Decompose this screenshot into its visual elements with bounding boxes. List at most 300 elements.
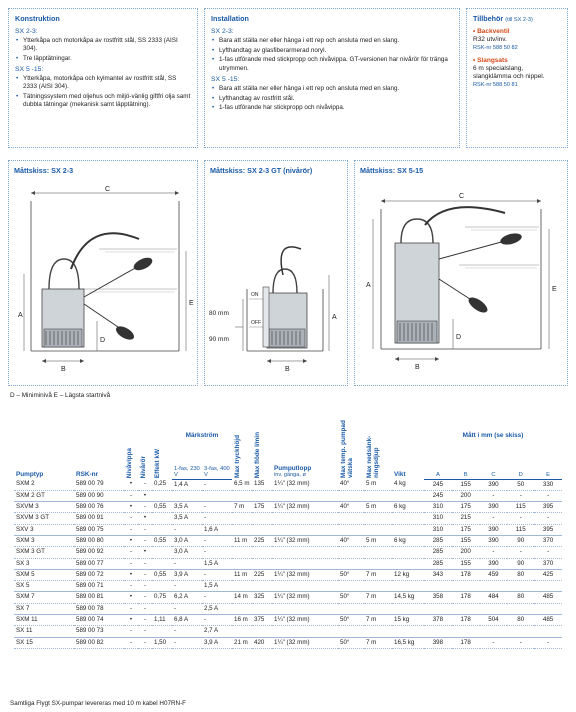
table-row [14, 581, 562, 592]
table-cell: • [138, 490, 152, 501]
dim-label-c: C [459, 193, 465, 200]
table-cell: 3,5 A [172, 513, 202, 524]
table-cell [364, 581, 392, 592]
table-cell [232, 581, 252, 592]
col-fas1: 1-fas, 230 V [172, 440, 202, 480]
table-cell: 7 m [364, 569, 392, 580]
table-cell: 115 [507, 524, 534, 535]
table-cell: 50° [338, 569, 364, 580]
table-cell: 425 [534, 569, 562, 580]
sketch-title: Måttskiss: SX 2-3 GT (nivårör) [210, 166, 313, 175]
table-cell: 2,7 A [202, 626, 232, 637]
table-cell: 178 [452, 592, 480, 603]
table-cell: 40° [338, 502, 364, 513]
level-off-label: OFF [251, 320, 261, 326]
dim-label-e: E [552, 286, 557, 293]
table-cell: 155 [452, 558, 480, 569]
sketch-sx5-15-box [354, 160, 568, 386]
table-cell: 80 [507, 569, 534, 580]
table-cell: • [124, 569, 138, 580]
table-cell [364, 547, 392, 558]
table-cell: 589 00 90 [74, 490, 124, 501]
table-cell: 589 00 92 [74, 547, 124, 558]
col-pumptyp: Pumptyp [16, 471, 44, 478]
table-cell: 589 00 81 [74, 592, 124, 603]
table-cell [392, 547, 424, 558]
table-row [14, 513, 562, 524]
table-cell: - [480, 547, 508, 558]
table-cell [424, 603, 452, 614]
col-dim-c: C [480, 440, 508, 480]
col-effekt-label: Effekt kW [154, 448, 161, 478]
table-cell: 16,5 kg [392, 637, 424, 648]
table-cell [252, 513, 272, 524]
table-cell [152, 547, 172, 558]
col-markstrom: Märkström [185, 431, 219, 439]
table-cell: 7 m [364, 637, 392, 648]
table-cell [272, 490, 338, 501]
table-cell: 50° [338, 592, 364, 603]
table-cell: 589 00 77 [74, 558, 124, 569]
table-cell: - [202, 592, 232, 603]
table-cell: 589 00 72 [74, 569, 124, 580]
table-cell: 7 m [364, 615, 392, 626]
col-rsk: RSK-nr [76, 471, 99, 478]
table-cell: - [124, 558, 138, 569]
table-cell [252, 558, 272, 569]
installation-heading-1: SX 2-3: [211, 28, 234, 35]
col-vikt: Vikt [394, 471, 406, 478]
col-nivavippa-label: Nivåvippa [126, 447, 133, 478]
table-cell: - [202, 513, 232, 524]
footer-note: Samtliga Flygt SX-pumpar levereras med 10 m kabel H07RN-F [10, 700, 187, 707]
table-cell: - [172, 637, 202, 648]
table-cell: 3,0 A [172, 547, 202, 558]
spec-table [14, 415, 562, 649]
dim-label-b: B [61, 366, 66, 373]
table-cell: 14,5 kg [392, 592, 424, 603]
table-cell: 370 [534, 558, 562, 569]
col-flode [252, 415, 272, 479]
table-cell: - [124, 490, 138, 501]
table-row [14, 637, 562, 648]
table-cell: 1,5 A [202, 581, 232, 592]
table-cell [338, 524, 364, 535]
table-cell: 485 [534, 592, 562, 603]
accessory-rsk: RSK-nr 588 50 81 [473, 82, 518, 88]
table-cell: 325 [252, 592, 272, 603]
construction-title: Konstruktion [15, 14, 60, 23]
table-cell: 459 [480, 569, 508, 580]
table-cell [534, 603, 562, 614]
list-item: • Bara att ställa ner eller hänga i ett rep och ansluta med en slang. [211, 85, 453, 93]
table-cell: - [138, 626, 152, 637]
table-cell: SXM 2 GT [14, 490, 74, 501]
construction-list-2 [15, 75, 191, 109]
col-matt: Mått i mm (se skiss) [462, 431, 524, 439]
table-cell [507, 581, 534, 592]
table-cell: - [138, 603, 152, 614]
table-cell: 1¼" (32 mm) [272, 502, 338, 513]
table-cell: 80 [507, 592, 534, 603]
table-cell: - [138, 637, 152, 648]
table-cell: 390 [480, 524, 508, 535]
table-cell: 14 m [232, 592, 252, 603]
table-cell: 3,0 A [172, 535, 202, 546]
table-cell [252, 547, 272, 558]
col-pumputlopp [272, 415, 338, 479]
table-cell: SXM 3 [14, 535, 74, 546]
table-cell: - [138, 502, 152, 513]
table-cell: - [202, 479, 232, 490]
table-cell: 0,55 [152, 569, 172, 580]
table-cell: 7 m [232, 502, 252, 513]
list-item: • Tätningssystem med oljehus och miljö-vänlig giftfri olja samt dubbla tätningar (mekanisk samt läpptätning). [15, 93, 191, 109]
table-cell [364, 524, 392, 535]
table-cell [452, 581, 480, 592]
accessories-box [466, 8, 568, 148]
col-nedsank [364, 415, 392, 479]
table-cell: 245 [424, 490, 452, 501]
col-nivaror-label: Nivårör [140, 455, 147, 478]
table-cell [364, 490, 392, 501]
table-cell: SXVM 3 [14, 502, 74, 513]
table-cell [272, 603, 338, 614]
table-cell [272, 626, 338, 637]
table-cell: 589 00 74 [74, 615, 124, 626]
table-cell: 0,25 [152, 479, 172, 490]
table-cell: 589 00 91 [74, 513, 124, 524]
table-cell [272, 513, 338, 524]
table-cell [152, 626, 172, 637]
table-cell: - [202, 615, 232, 626]
table-cell: - [507, 490, 534, 501]
table-cell [507, 626, 534, 637]
table-cell: 1¼" (32 mm) [272, 637, 338, 648]
table-cell [232, 513, 252, 524]
table-cell [172, 490, 202, 501]
table-row [14, 603, 562, 614]
dim-label-d: D [100, 337, 106, 344]
table-cell: 200 [452, 547, 480, 558]
table-cell: SXM 5 [14, 569, 74, 580]
accessories-title [473, 14, 561, 23]
col-pumputlopp-sub: inv. gänga, ø [274, 472, 306, 478]
table-cell: 200 [452, 490, 480, 501]
dim-80mm-label: 80 mm [209, 310, 229, 317]
col-dim-a: A [424, 440, 452, 480]
table-cell: 175 [452, 524, 480, 535]
table-cell [534, 626, 562, 637]
list-item: • Lyfthandtag av rostfritt stål. [211, 95, 453, 103]
table-cell [232, 490, 252, 501]
col-tryckhojd [232, 415, 252, 479]
table-cell [338, 490, 364, 501]
spec-table-body [14, 479, 562, 648]
table-cell: 6,5 m [232, 479, 252, 490]
table-cell: 12 kg [392, 569, 424, 580]
table-cell [152, 603, 172, 614]
table-cell: SXM 2 [14, 479, 74, 490]
table-cell: 3,9 A [202, 637, 232, 648]
accessory-desc: R32 utv/inv. [473, 36, 507, 43]
table-cell [338, 581, 364, 592]
dim-90mm-label: 90 mm [209, 336, 229, 343]
table-cell [232, 524, 252, 535]
table-cell: - [138, 524, 152, 535]
table-cell: 3,9 A [172, 569, 202, 580]
table-cell: 6,2 A [172, 592, 202, 603]
table-cell [452, 626, 480, 637]
table-cell: 589 00 82 [74, 637, 124, 648]
list-item: • 1-fas utförande med stickpropp och nivåvippa. GT-versionen har nivårör för tränga utrymmen. [211, 56, 453, 72]
table-cell: 0,55 [152, 502, 172, 513]
table-cell: 155 [452, 535, 480, 546]
table-cell: 50° [338, 615, 364, 626]
table-cell: 375 [252, 615, 272, 626]
table-cell [152, 558, 172, 569]
table-cell: - [534, 490, 562, 501]
accessory-rsk: RSK-nr 588 50 82 [473, 45, 518, 51]
col-nedsank-label: Max nedsänk-ningsdjup [366, 435, 380, 478]
table-cell: 390 [480, 502, 508, 513]
sketch-sx5-15-drawing [355, 179, 567, 385]
table-row [14, 569, 562, 580]
table-cell: - [172, 603, 202, 614]
table-cell [364, 558, 392, 569]
table-cell: - [480, 490, 508, 501]
table-cell: - [507, 637, 534, 648]
col-effekt [152, 415, 172, 479]
table-cell: 420 [252, 637, 272, 648]
table-cell [152, 513, 172, 524]
table-cell: SX 3 [14, 558, 74, 569]
table-cell [272, 558, 338, 569]
table-cell: - [202, 547, 232, 558]
table-cell: • [124, 615, 138, 626]
table-cell: SX 15 [14, 637, 74, 648]
table-cell: 4 kg [392, 479, 424, 490]
table-cell: 21 m [232, 637, 252, 648]
col-dim-d: D [507, 440, 534, 480]
table-cell: • [124, 592, 138, 603]
col-nivaror [138, 415, 152, 479]
table-cell: 395 [534, 524, 562, 535]
table-cell: 6 kg [392, 502, 424, 513]
table-cell [424, 626, 452, 637]
col-fas3: 3-fas, 400 V [202, 440, 232, 480]
table-cell: - [124, 626, 138, 637]
table-cell: 155 [452, 479, 480, 490]
table-cell: - [138, 592, 152, 603]
table-cell [392, 603, 424, 614]
col-dim-e: E [534, 440, 562, 480]
table-cell: 285 [424, 558, 452, 569]
accessories-title-text: Tillbehör [473, 14, 504, 23]
table-cell [152, 524, 172, 535]
table-cell: • [124, 535, 138, 546]
table-cell: 6,8 A [172, 615, 202, 626]
list-item: • 1-fas utförande har stickpropp och nivåvippa. [211, 104, 453, 112]
table-cell: 484 [480, 592, 508, 603]
table-cell: - [124, 513, 138, 524]
table-cell [252, 626, 272, 637]
table-cell: 5 m [364, 502, 392, 513]
table-cell [424, 581, 452, 592]
table-cell: - [534, 513, 562, 524]
table-cell: 50° [338, 637, 364, 648]
table-cell: - [507, 513, 534, 524]
table-cell: - [124, 581, 138, 592]
table-cell: SX 5 [14, 581, 74, 592]
col-nivavippa [124, 415, 138, 479]
table-cell: 1¼" (32 mm) [272, 479, 338, 490]
table-row [14, 592, 562, 603]
table-row [14, 547, 562, 558]
list-item: • Bara att ställa ner eller hänga i ett rep och ansluta med en slang. [211, 37, 453, 45]
table-row [14, 502, 562, 513]
table-cell: - [138, 558, 152, 569]
table-cell: 0,55 [152, 535, 172, 546]
table-cell: 378 [424, 615, 452, 626]
table-cell [232, 547, 252, 558]
table-cell [480, 581, 508, 592]
table-cell: 1,6 A [202, 524, 232, 535]
table-cell: 1¼" (32 mm) [272, 615, 338, 626]
table-cell: 1¼" (32 mm) [272, 569, 338, 580]
construction-heading-2: SX 5 -15: [15, 66, 44, 74]
table-cell: - [507, 547, 534, 558]
table-cell: 245 [424, 479, 452, 490]
table-cell: 390 [480, 558, 508, 569]
col-tryckhojd-label: Max tryckhöjd [234, 435, 241, 478]
table-cell: SXM 7 [14, 592, 74, 603]
table-cell: - [138, 535, 152, 546]
table-cell: 358 [424, 592, 452, 603]
table-cell: 5 m [364, 535, 392, 546]
table-cell: 5 m [364, 479, 392, 490]
col-temp-label: Max temp. pumpad vätska [340, 420, 354, 478]
sketch-title: Måttskiss: SX 2-3 [14, 166, 74, 175]
table-cell: 215 [452, 513, 480, 524]
table-cell: • [138, 513, 152, 524]
table-cell: 40° [338, 479, 364, 490]
col-flode-label: Max flöde l/min [254, 431, 261, 478]
table-cell [364, 513, 392, 524]
table-cell: 1,4 A [172, 479, 202, 490]
table-cell: 2,5 A [202, 603, 232, 614]
list-item: • Tre läpptätningar. [15, 55, 191, 63]
dim-label-b: B [415, 364, 420, 371]
table-cell [364, 603, 392, 614]
accessory-slangsats [473, 57, 561, 89]
table-cell: 589 00 80 [74, 535, 124, 546]
table-cell: - [172, 524, 202, 535]
table-cell: 175 [252, 502, 272, 513]
sketch-sx2-3-box [8, 160, 198, 386]
dim-label-d: D [456, 334, 462, 341]
table-cell: - [172, 626, 202, 637]
table-cell [392, 581, 424, 592]
sketch-sx2-3-drawing [9, 179, 197, 385]
table-cell: SXVM 3 GT [14, 513, 74, 524]
list-item: • Ytterkåpa, motorkåpa och kylmantel av rostfritt stål, SS 2333 (AISI 304). [15, 75, 191, 91]
table-cell: 485 [534, 615, 562, 626]
table-cell: • [124, 502, 138, 513]
table-cell: 1,11 [152, 615, 172, 626]
table-cell: 1,5 A [202, 558, 232, 569]
table-cell: 90 [507, 558, 534, 569]
table-cell: 1¼" (32 mm) [272, 592, 338, 603]
table-cell: 6 kg [392, 535, 424, 546]
table-cell [232, 558, 252, 569]
table-cell: 589 00 78 [74, 603, 124, 614]
table-cell [272, 547, 338, 558]
table-cell: 398 [424, 637, 452, 648]
level-on-label: ON [251, 292, 259, 298]
table-cell [272, 581, 338, 592]
table-cell [232, 603, 252, 614]
accessory-name: • Slangsats [473, 57, 561, 65]
table-cell: - [172, 558, 202, 569]
table-cell: 1,50 [152, 637, 172, 648]
table-cell [392, 558, 424, 569]
dim-label-a: A [332, 314, 337, 321]
table-cell: - [124, 603, 138, 614]
table-cell [534, 581, 562, 592]
table-cell: - [534, 547, 562, 558]
table-cell: 310 [424, 513, 452, 524]
table-cell [480, 626, 508, 637]
table-cell [338, 603, 364, 614]
table-row [14, 490, 562, 501]
table-cell: - [124, 547, 138, 558]
construction-box [8, 8, 198, 148]
table-row [14, 524, 562, 535]
table-cell: 310 [424, 524, 452, 535]
list-item: • Lyfthandtag av glasfiberarmerad noryl. [211, 47, 453, 55]
table-cell [338, 558, 364, 569]
table-cell [152, 490, 172, 501]
table-cell: SX 7 [14, 603, 74, 614]
table-cell: - [138, 479, 152, 490]
table-cell: 40° [338, 535, 364, 546]
table-cell: - [202, 535, 232, 546]
table-cell: 11 m [232, 569, 252, 580]
table-cell: 175 [452, 502, 480, 513]
table-cell [392, 524, 424, 535]
table-cell: 7 m [364, 592, 392, 603]
col-dim-b: B [452, 440, 480, 480]
installation-heading-2: SX 5 -15: [211, 75, 240, 83]
table-cell: - [480, 513, 508, 524]
table-row [14, 558, 562, 569]
sketch-sx2-3-gt-drawing [205, 179, 347, 385]
installation-box [204, 8, 460, 148]
installation-list-1 [211, 37, 453, 73]
table-cell: - [138, 569, 152, 580]
table-cell: 80 [507, 615, 534, 626]
table-cell [252, 524, 272, 535]
table-row [14, 626, 562, 637]
table-cell: • [138, 547, 152, 558]
list-item: • Ytterkåpa och motorkåpa av rostfritt stål, SS 2333 (AISI 304). [15, 37, 191, 53]
dim-label-b: B [285, 366, 290, 373]
accessories-title-note: (till SX 2-3) [505, 17, 533, 23]
table-cell: SXM 11 [14, 615, 74, 626]
table-cell [392, 490, 424, 501]
table-cell [152, 581, 172, 592]
